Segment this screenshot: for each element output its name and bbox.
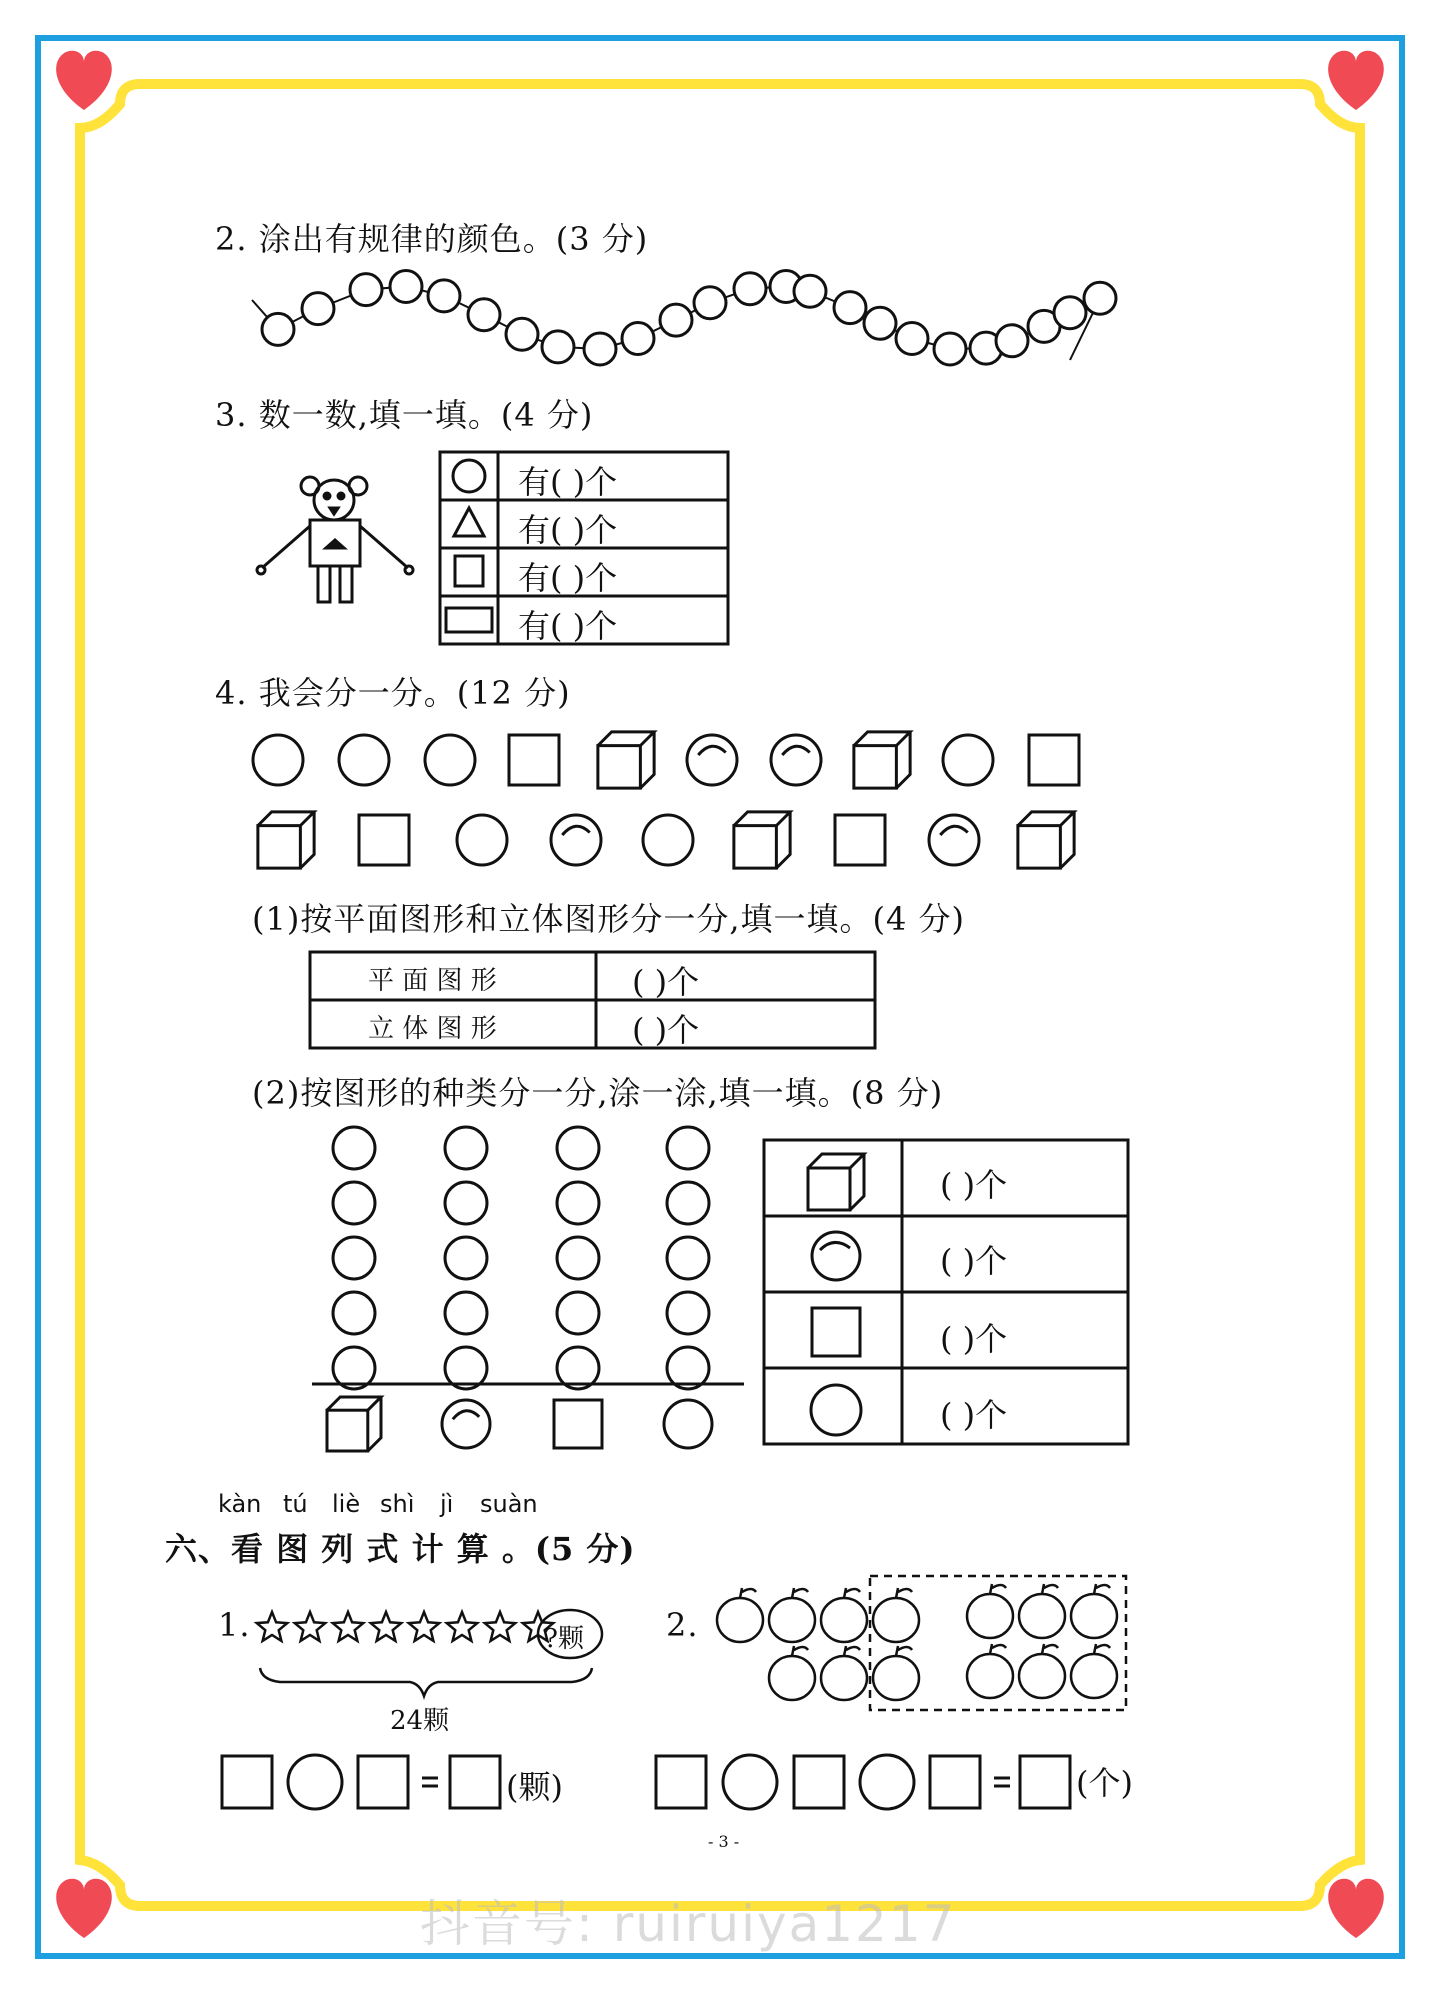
question-3-title: 3. 数一数,填一填。(4 分) [215,396,594,434]
problem-2-label: 2. [666,1606,699,1644]
count-row-4: 有( )个 [518,607,618,645]
unit-ke: (颗) [506,1768,563,1806]
answer-box [450,1756,500,1808]
answer-box [656,1756,706,1808]
square-count: ( )个 [940,1320,1008,1358]
page-number: - 3 - [708,1832,740,1851]
sub-question-1-title: (1)按平面图形和立体图形分一分,填一填。(4 分) [252,900,966,938]
plane-shape-value: ( )个 [632,963,700,1001]
answer-box [1020,1756,1070,1808]
count-row-1: 有( )个 [518,463,618,501]
count-row-2: 有( )个 [518,511,618,549]
sub-question-2-title: (2)按图形的种类分一分,涂一涂,填一填。(8 分) [252,1074,944,1112]
pinyin-suan: suàn [480,1490,538,1518]
count-row-3: 有( )个 [518,559,618,597]
sphere-count: ( )个 [940,1242,1008,1280]
unit-ge: (个) [1076,1764,1133,1802]
section-6-title: 六、看 图 列 式 计 算 。(5 分) [165,1530,636,1568]
operator-circle [288,1755,342,1809]
answer-box [930,1756,980,1808]
total-label: 24颗 [390,1706,450,1736]
operator-circle [860,1755,914,1809]
pinyin-shi: shì [380,1490,415,1518]
pinyin-kan: kàn [218,1490,262,1518]
question-bubble-text: ?颗 [544,1624,584,1654]
question-4-title: 4. 我会分一分。(12 分) [215,674,571,712]
problem-1-label: 1. [218,1606,251,1644]
pinyin-lie: liè [332,1490,361,1518]
cube-count: ( )个 [940,1166,1008,1204]
plane-shape-label: 平 面 图 形 [368,966,497,996]
circle-count: ( )个 [940,1396,1008,1434]
solid-shape-value: ( )个 [632,1011,700,1049]
watermark: 抖音号: ruiruiya1217 [420,1895,957,1953]
answer-box [222,1756,272,1808]
pinyin-ji: jì [440,1490,454,1518]
operator-circle [723,1755,777,1809]
question-2-title: 2. 涂出有规律的颜色。(3 分) [215,220,649,258]
answer-box [794,1756,844,1808]
answer-box [358,1756,408,1808]
solid-shape-label: 立 体 图 形 [368,1014,497,1044]
pinyin-tu: tú [283,1490,308,1518]
